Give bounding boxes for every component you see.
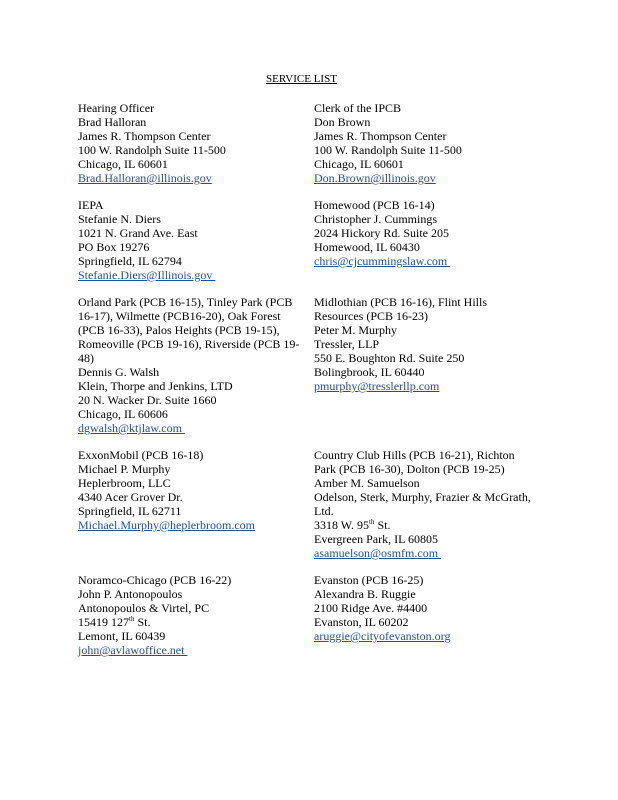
contact-line: 550 E. Boughton Rd. Suite 250 bbox=[314, 351, 465, 365]
contact-line: James R. Thompson Center bbox=[314, 129, 447, 143]
contact-line: Alexandra B. Ruggie bbox=[314, 587, 416, 601]
contact-line: Romeoville (PCB 19-16), Riverside (PCB 19- bbox=[78, 337, 300, 351]
contact-line: Amber M. Samuelson bbox=[314, 476, 420, 490]
contact-line: Christopher J. Cummings bbox=[314, 212, 438, 226]
contact-line: Orland Park (PCB 16-15), Tinley Park (PCB bbox=[78, 295, 293, 309]
contact-orland-park-group bbox=[78, 295, 310, 435]
contact-line: Resources (PCB 16-23) bbox=[314, 309, 428, 323]
contact-noramco bbox=[78, 573, 310, 657]
contact-line: Evergreen Park, IL 60805 bbox=[314, 532, 438, 546]
contact-line: PO Box 19276 bbox=[78, 240, 150, 254]
contact-line: Don Brown bbox=[314, 115, 371, 129]
contact-line: Michael P. Murphy bbox=[78, 462, 171, 476]
contact-line: Peter M. Murphy bbox=[314, 323, 397, 337]
contact-line: James R. Thompson Center bbox=[78, 129, 211, 143]
ordinal-suffix: th bbox=[129, 615, 135, 623]
contact-line: Evanston, IL 60202 bbox=[314, 615, 409, 629]
contact-line: Lemont, IL 60439 bbox=[78, 629, 166, 643]
contact-line: Antonopoulos & Virtel, PC bbox=[78, 601, 210, 615]
contact-line: Heplerbroom, LLC bbox=[78, 476, 171, 490]
contact-line: 20 N. Wacker Dr. Suite 1660 bbox=[78, 393, 217, 407]
contact-line: Ltd. bbox=[314, 504, 334, 518]
contact-line: Stefanie N. Diers bbox=[78, 212, 161, 226]
email-link[interactable]: chris@cjcummingslaw.com bbox=[314, 254, 451, 268]
contact-line: Midlothian (PCB 16-16), Flint Hills bbox=[314, 295, 488, 309]
contact-line: Chicago, IL 60601 bbox=[314, 157, 404, 171]
contact-line: Homewood, IL 60430 bbox=[314, 240, 420, 254]
contact-line: 16-17), Wilmette (PCB16-20), Oak Forest bbox=[78, 309, 281, 323]
contact-midlothian-group bbox=[314, 295, 546, 393]
contact-line: Klein, Thorpe and Jenkins, LTD bbox=[78, 379, 233, 393]
contact-homewood bbox=[314, 198, 546, 268]
contact-line: ExxonMobil (PCB 16-18) bbox=[78, 448, 204, 462]
email-link[interactable]: dgwalsh@ktjlaw.com bbox=[78, 421, 185, 435]
contact-country-club-hills-group bbox=[314, 448, 546, 560]
contact-line: Brad Halloran bbox=[78, 115, 147, 129]
contact-line: Springfield, IL 62711 bbox=[78, 504, 182, 518]
contact-iepa bbox=[78, 198, 310, 282]
contact-line: Clerk of the IPCB bbox=[314, 101, 401, 115]
contact-line: Country Club Hills (PCB 16-21), Richton bbox=[314, 448, 515, 462]
contact-exxonmobil bbox=[78, 448, 310, 532]
contact-line: Homewood (PCB 16-14) bbox=[314, 198, 435, 212]
contact-line: Evanston (PCB 16-25) bbox=[314, 573, 424, 587]
email-link[interactable]: aruggie@cityofevanston.org bbox=[314, 629, 451, 643]
contact-line: (PCB 16-33), Palos Heights (PCB 19-15), bbox=[78, 323, 280, 337]
contact-line: Park (PCB 16-30), Dolton (PCB 19-25) bbox=[314, 462, 505, 476]
contact-line: 2100 Ridge Ave. #4400 bbox=[314, 601, 428, 615]
contact-line: Bolingbrook, IL 60440 bbox=[314, 365, 425, 379]
contact-line: IEPA bbox=[78, 198, 104, 212]
email-link[interactable]: Brad.Halloran@illinois.gov bbox=[78, 171, 212, 185]
contact-line: Hearing Officer bbox=[78, 101, 155, 115]
contact-line: Noramco-Chicago (PCB 16-22) bbox=[78, 573, 232, 587]
email-link[interactable]: Stefanie.Diers@Illinois.gov bbox=[78, 268, 216, 282]
contact-line: 100 W. Randolph Suite 11-500 bbox=[78, 143, 226, 157]
contact-line: Chicago, IL 60606 bbox=[78, 407, 168, 421]
contact-line: Dennis G. Walsh bbox=[78, 365, 160, 379]
contact-line: 100 W. Randolph Suite 11-500 bbox=[314, 143, 462, 157]
contact-line: Odelson, Sterk, Murphy, Frazier & McGrath, bbox=[314, 490, 531, 504]
contact-line: Tressler, LLP bbox=[314, 337, 380, 351]
ordinal-suffix: th bbox=[369, 518, 375, 526]
contact-line: 2024 Hickory Rd. Suite 205 bbox=[314, 226, 449, 240]
contact-line: Springfield, IL 62794 bbox=[78, 254, 182, 268]
contact-clerk-ipcb bbox=[314, 101, 546, 185]
email-link[interactable]: asamuelson@osmfm.com bbox=[314, 546, 442, 560]
email-link[interactable]: john@avlawoffice.net bbox=[78, 643, 188, 657]
email-link[interactable]: Michael.Murphy@heplerbroom.com bbox=[78, 518, 256, 532]
contact-line: 3318 W. 95th St. bbox=[314, 518, 391, 532]
contact-line: 1021 N. Grand Ave. East bbox=[78, 226, 198, 240]
contact-line: John P. Antonopoulos bbox=[78, 587, 183, 601]
contact-line: 48) bbox=[78, 351, 94, 365]
service-list-title: SERVICE LIST bbox=[266, 73, 337, 85]
email-link[interactable]: pmurphy@tresslerllp.com bbox=[314, 379, 440, 393]
contact-hearing-officer bbox=[78, 101, 310, 185]
contact-evanston bbox=[314, 573, 546, 643]
contact-line: 4340 Acer Grover Dr. bbox=[78, 490, 183, 504]
contact-line: 15419 127th St. bbox=[78, 615, 151, 629]
contact-line: Chicago, IL 60601 bbox=[78, 157, 168, 171]
email-link[interactable]: Don.Brown@illinois.gov bbox=[314, 171, 436, 185]
